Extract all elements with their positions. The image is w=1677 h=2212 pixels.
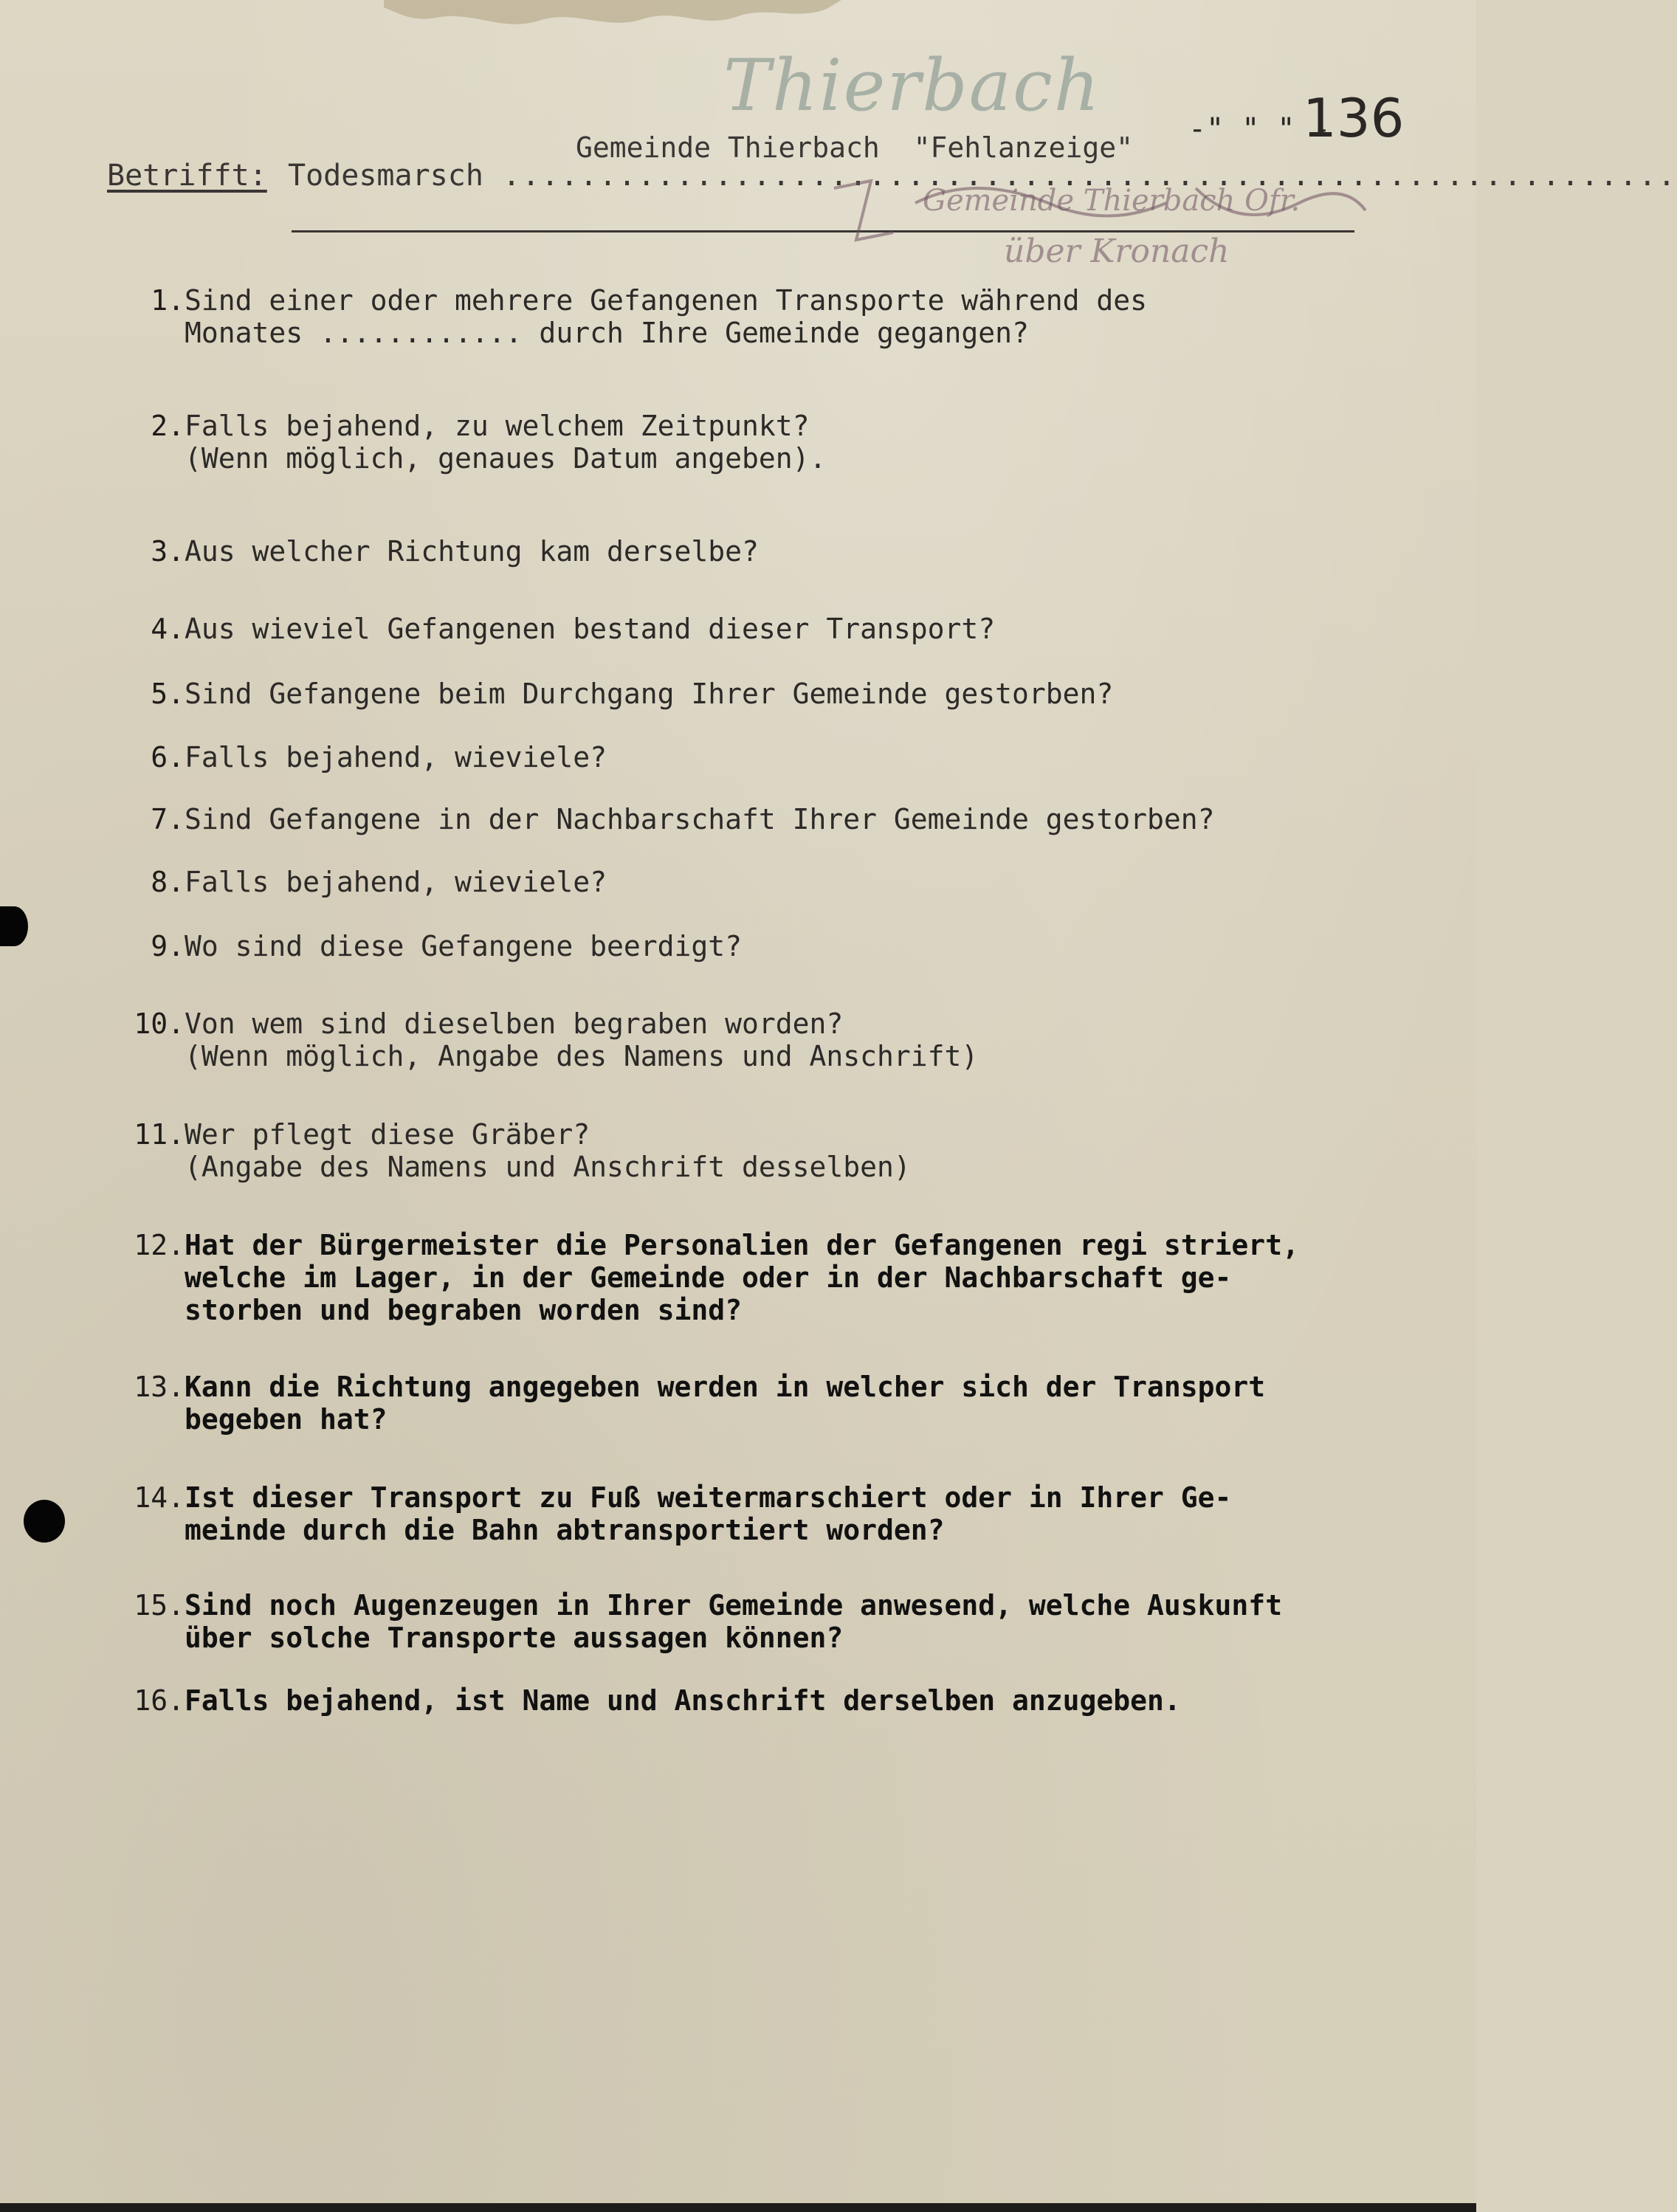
question-text: Falls bejahend, wieviele? xyxy=(185,866,607,898)
question-text: Falls bejahend, zu welchem Zeitpunkt? (Wenn möglich, genaues Datum angeben). xyxy=(185,410,827,475)
corner-mark: -" " " - xyxy=(1188,112,1331,146)
question-number: 12. xyxy=(134,1229,185,1261)
question-text: Sind einer oder mehrere Gefangenen Transporte während des Monates ............ durch Ihre Gemeinde gegangen? xyxy=(185,284,1148,349)
municipality-name: Gemeinde Thierbach xyxy=(576,131,880,164)
torn-edge-mark xyxy=(384,0,841,37)
page-number: 136 xyxy=(1303,87,1405,149)
question-number: 7. xyxy=(151,803,185,835)
question-number: 11. xyxy=(134,1118,185,1151)
report-type: "Fehlanzeige" xyxy=(913,131,1133,164)
stamp-line-2: über Kronach xyxy=(1004,232,1230,270)
question-text: Aus welcher Richtung kam derselbe? xyxy=(185,535,759,568)
punch-hole-bottom xyxy=(24,1500,65,1543)
question-text: Aus wieviel Gefangenen bestand dieser Transport? xyxy=(185,613,996,645)
question-text: Wo sind diese Gefangene beerdigt? xyxy=(185,930,742,962)
question-text: Sind Gefangene beim Durchgang Ihrer Gemeinde gestorben? xyxy=(185,678,1114,710)
question-text: Ist dieser Transport zu Fuß weitermarschiert oder in Ihrer Ge- meinde durch die Bahn abtransportiert worden? xyxy=(185,1481,1232,1546)
punch-hole-top xyxy=(0,906,28,946)
stamp-line-1: Gemeinde Thierbach Ofr. xyxy=(923,184,1301,218)
question-text: Von wem sind dieselben begraben worden? (Wenn möglich, Angabe des Namens und Anschrift) xyxy=(185,1007,979,1072)
handwritten-annotation: Thierbach xyxy=(723,44,1101,127)
question-number: 5. xyxy=(151,678,185,710)
question-number: 3. xyxy=(151,535,185,568)
question-number: 6. xyxy=(151,741,185,773)
question-text: Falls bejahend, ist Name und Anschrift derselben anzugeben. xyxy=(185,1684,1181,1717)
question-text: Wer pflegt diese Gräber? (Angabe des Namens und Anschrift desselben) xyxy=(185,1118,911,1183)
subject-label: Betrifft: xyxy=(107,159,267,193)
municipal-stamp xyxy=(827,159,1373,292)
question-number: 10. xyxy=(134,1007,185,1040)
question-number: 15. xyxy=(134,1589,185,1622)
question-text: Falls bejahend, wieviele? xyxy=(185,741,607,773)
bottom-edge xyxy=(0,2203,1476,2212)
question-number: 2. xyxy=(151,410,185,442)
question-number: 9. xyxy=(151,930,185,962)
question-number: 8. xyxy=(151,866,185,898)
question-text: Sind noch Augenzeugen in Ihrer Gemeinde anwesend, welche Auskunft über solche Transporte aussagen können? xyxy=(185,1589,1283,1654)
question-number: 16. xyxy=(134,1684,185,1717)
question-text: Sind Gefangene in der Nachbarschaft Ihrer Gemeinde gestorben? xyxy=(185,803,1215,835)
question-text: Kann die Richtung angegeben werden in welcher sich der Transport begeben hat? xyxy=(185,1371,1266,1436)
question-number: 1. xyxy=(151,284,185,317)
question-number: 14. xyxy=(134,1481,185,1514)
question-text: Hat der Bürgermeister die Personalien der Gefangenen regi striert, welche im Lager, in der Gemeinde oder in der Nachbarschaft ge- storben und begraben worden sind? xyxy=(185,1229,1299,1326)
subject-value: Todesmarsch ............................................................. xyxy=(288,159,1677,193)
question-number: 13. xyxy=(134,1371,185,1403)
question-number: 4. xyxy=(151,613,185,645)
